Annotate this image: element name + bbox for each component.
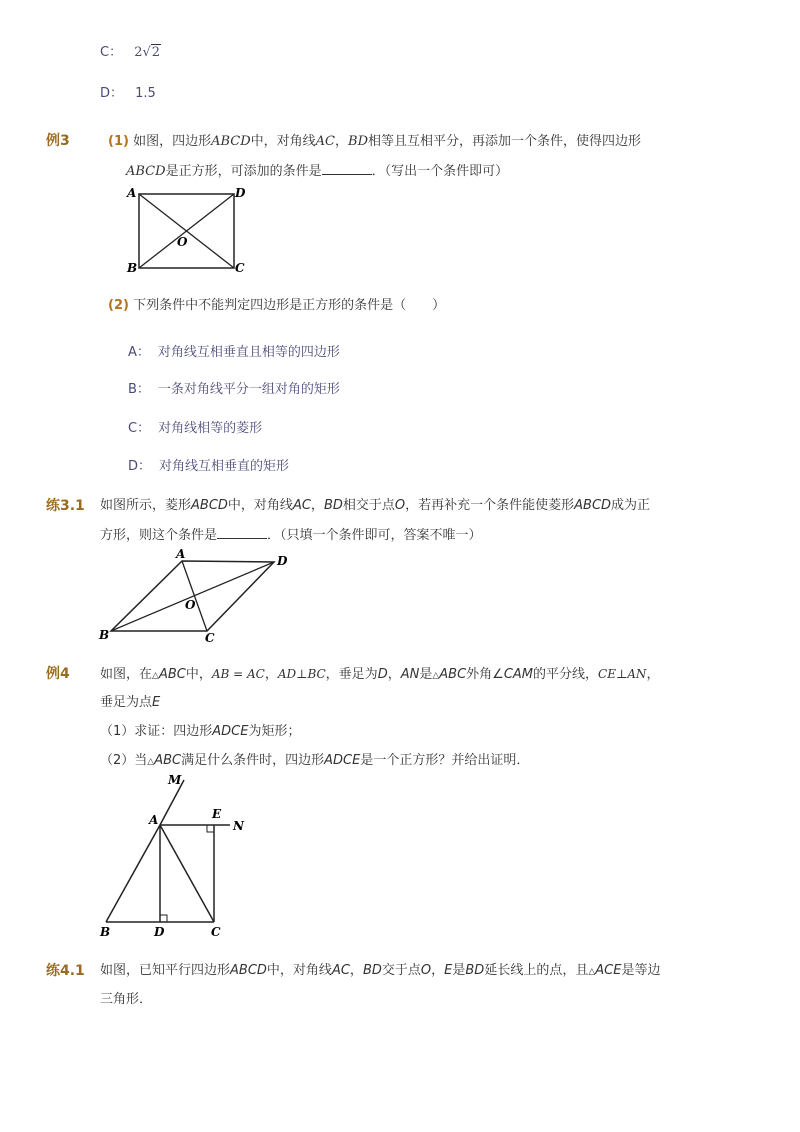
point-label-b: B: [127, 261, 138, 275]
point-label-b: B: [100, 925, 111, 939]
point-label-o: O: [185, 598, 196, 612]
option-c: [100, 44, 161, 62]
point-label-c: C: [211, 925, 221, 939]
point-label-o: O: [177, 235, 188, 249]
point-label-d: D: [277, 554, 288, 568]
ex4-line2: 垂足为点E: [100, 695, 161, 710]
point-label-b: B: [99, 628, 110, 642]
point-label-c: C: [205, 631, 215, 644]
option-letter: C：: [100, 45, 123, 60]
ex41-line2: 三角形．: [100, 992, 153, 1007]
ex31-line2: 方形，则这个条件是 ．（只填一个条件即可，答案不唯一）: [100, 528, 482, 543]
exercise-label: 练4.1: [46, 963, 85, 979]
answer-blank: [322, 162, 372, 175]
ex4-question-1: （1）求证：四边形ADCE为矩形；: [100, 724, 301, 739]
option-a: A： 对角线互相垂直且相等的四边形: [128, 345, 340, 360]
ex3-part1-line2: ABCD是正方形，可添加的条件是 ．（写出一个条件即可）: [126, 164, 509, 179]
point-label-n: N: [233, 819, 244, 833]
ex4-line1: 如图，在△ABC中，AB = AC，AD⊥BC，垂足为D，AN是△ABC外角∠CAM的平分线，CE⊥AN，: [100, 667, 660, 682]
square-figure: [122, 184, 262, 279]
triangle-figure: [92, 772, 252, 942]
point-label-c: C: [235, 261, 245, 275]
part-number: (1): [108, 134, 129, 149]
exercise-label: 练3.1: [46, 498, 85, 514]
ex4-question-2: （2）当△ABC满足什么条件时，四边形ADCE是一个正方形？并给出证明．: [100, 753, 530, 768]
option-b: B： 一条对角线平分一组对角的矩形: [128, 382, 340, 397]
example-label: 例4: [46, 666, 70, 682]
ex3-part1-line1: (1) 如图，四边形ABCD中，对角线AC，BD相等且互相平分，再添加一个条件，使得四边形: [108, 134, 642, 149]
point-label-d: D: [154, 925, 165, 939]
option-letter: D：: [100, 86, 124, 101]
option-c: C： 对角线相等的菱形: [128, 421, 263, 436]
example-label: 例3: [46, 133, 70, 149]
point-label-a: A: [176, 549, 186, 561]
ex41-line1: 如图，已知平行四边形ABCD中，对角线AC，BD交于点O，E是BD延长线上的点，且△ACE是等边: [100, 963, 661, 978]
option-value: 1.5: [135, 86, 156, 101]
ex3-part2-question: (2) 下列条件中不能判定四边形是正方形的条件是（ ）: [108, 298, 446, 313]
part-number: (2): [108, 298, 129, 313]
option-d: D： 对角线互相垂直的矩形: [128, 459, 290, 474]
rhombus-figure: [96, 549, 296, 644]
point-label-m: M: [168, 773, 182, 787]
point-label-a: A: [127, 186, 137, 200]
option-d: [100, 85, 156, 103]
point-label-a: A: [149, 813, 159, 827]
answer-blank: [217, 526, 267, 539]
sqrt-expression: 2√2: [134, 45, 161, 60]
ex31-line1: 如图所示，菱形ABCD中，对角线AC，BD相交于点O，若再补充一个条件能使菱形ABCD成为正: [100, 498, 651, 513]
point-label-d: D: [235, 186, 246, 200]
point-label-e: E: [212, 807, 222, 821]
